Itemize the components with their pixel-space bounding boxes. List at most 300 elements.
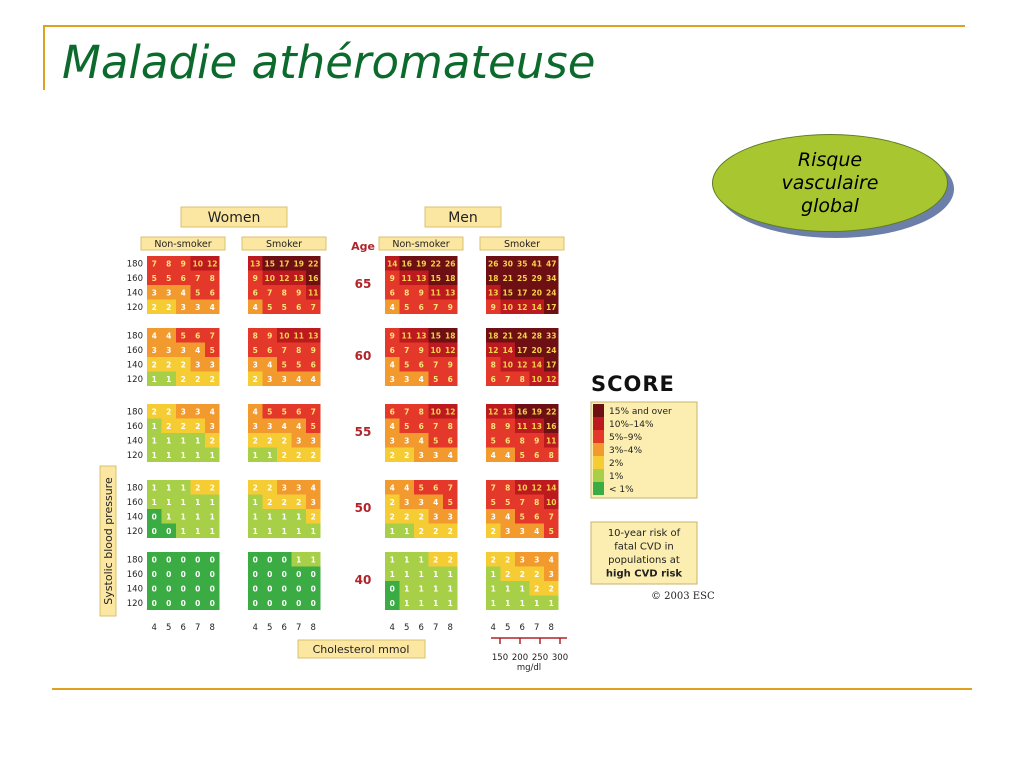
risk-value: 5 — [281, 303, 287, 312]
risk-value: 0 — [296, 570, 302, 579]
legend-swatch — [593, 469, 604, 482]
risk-value: 1 — [418, 584, 424, 594]
risk-value: 5 — [267, 303, 273, 312]
risk-value: 1 — [209, 527, 215, 536]
risk-value: 3 — [267, 422, 273, 431]
risk-value: 2 — [281, 436, 287, 446]
risk-value: 1 — [404, 570, 410, 579]
legend-swatch — [593, 430, 604, 443]
risk-value: 3 — [310, 498, 316, 507]
risk-value: 1 — [447, 599, 453, 608]
risk-value: 2 — [267, 483, 273, 493]
sbp-label: 140 — [126, 360, 143, 371]
risk-value: 3 — [296, 436, 302, 446]
risk-value: 5 — [433, 436, 439, 446]
risk-value: 2 — [389, 498, 395, 507]
cholesterol-tick: 8 — [447, 623, 453, 633]
risk-value: 1 — [404, 555, 410, 565]
risk-value: 3 — [209, 422, 215, 431]
risk-value: 1 — [180, 483, 186, 493]
risk-value: 1 — [296, 512, 302, 522]
risk-value: 1 — [195, 498, 201, 507]
risk-value: 4 — [389, 422, 395, 431]
risk-value: 11 — [430, 288, 441, 298]
risk-value: 16 — [517, 407, 528, 417]
risk-value: 9 — [252, 274, 258, 283]
risk-value: 6 — [418, 360, 424, 370]
risk-value: 7 — [404, 346, 410, 355]
risk-value: 9 — [418, 288, 424, 298]
risk-value: 1 — [151, 483, 157, 493]
risk-value: 7 — [267, 288, 273, 298]
risk-value: 6 — [505, 436, 511, 446]
risk-value: 3 — [310, 436, 316, 446]
cholesterol-tick: 7 — [433, 623, 439, 633]
legend-label: 3%–4% — [609, 446, 643, 456]
risk-value: 2 — [281, 451, 287, 460]
risk-value: 0 — [166, 570, 172, 579]
y-axis-label: Systolic blood pressure — [102, 477, 115, 605]
cholesterol-tick: 4 — [252, 623, 258, 633]
risk-value: 15 — [264, 259, 275, 269]
risk-value: 15 — [502, 288, 513, 298]
sbp-label: 140 — [126, 584, 143, 595]
cholesterol-tick: 7 — [195, 623, 201, 633]
age-label: 50 — [354, 501, 372, 515]
risk-value: 6 — [296, 407, 302, 417]
risk-value: 0 — [166, 584, 172, 594]
risk-value: 3 — [519, 555, 525, 565]
risk-value: 2 — [447, 555, 453, 565]
sbp-label: 120 — [126, 599, 143, 609]
copyright: © 2003 ESC — [651, 591, 715, 602]
risk-value: 2 — [252, 436, 258, 446]
risk-value: 1 — [418, 570, 424, 579]
risk-value: 1 — [151, 375, 157, 384]
risk-value: 1 — [195, 451, 201, 460]
risk-value: 11 — [293, 331, 304, 341]
risk-value: 3 — [389, 375, 395, 384]
risk-value: 0 — [151, 599, 157, 608]
badge-text: Risque vasculaire global — [781, 148, 879, 217]
risk-value: 10 — [531, 375, 542, 384]
risk-value: 16 — [401, 259, 412, 269]
risk-value: 1 — [180, 498, 186, 507]
mgdl-tick: 250 — [531, 653, 549, 663]
risk-value: 1 — [166, 451, 172, 460]
risk-value: 1 — [252, 451, 258, 460]
risk-value: 1 — [534, 599, 540, 608]
risk-value: 1 — [404, 599, 410, 608]
risk-value: 4 — [433, 498, 439, 507]
risk-value: 1 — [151, 498, 157, 507]
risk-value: 4 — [490, 451, 496, 460]
risk-value: 2 — [209, 436, 215, 446]
age-label: 65 — [354, 277, 372, 291]
risk-value: 1 — [404, 584, 410, 594]
risk-value: 1 — [209, 498, 215, 507]
risk-value: 2 — [195, 375, 201, 384]
risk-value: 2 — [447, 527, 453, 536]
sbp-label: 140 — [126, 512, 143, 523]
risk-value: 1 — [195, 527, 201, 536]
sbp-label: 160 — [126, 422, 143, 432]
risk-value: 4 — [281, 422, 287, 431]
risk-value: 7 — [281, 346, 287, 355]
risk-value: 0 — [310, 570, 316, 579]
risk-value: 2 — [252, 375, 258, 384]
risk-value: 2 — [505, 570, 511, 579]
risk-value: 22 — [430, 259, 441, 269]
bottom-accent-line — [52, 688, 972, 690]
age-label: 60 — [354, 349, 372, 363]
sbp-label: 160 — [126, 274, 143, 284]
risk-value: 6 — [389, 407, 395, 417]
risk-value: 14 — [531, 360, 542, 370]
risk-value: 0 — [195, 555, 201, 565]
legend-label: 5%–9% — [609, 433, 643, 443]
risk-value: 3 — [418, 498, 424, 507]
cholesterol-tick: 4 — [151, 623, 157, 633]
risk-value: 18 — [445, 331, 456, 341]
risk-value: 6 — [447, 375, 453, 384]
risk-value: 6 — [447, 436, 453, 446]
risk-value: 0 — [180, 584, 186, 594]
sbp-label: 120 — [126, 375, 143, 385]
risk-value: 8 — [548, 451, 554, 460]
risk-value: 2 — [180, 360, 186, 370]
top-accent-line — [45, 25, 965, 27]
risk-value: 12 — [531, 483, 542, 493]
risk-value: 5 — [519, 451, 525, 460]
risk-value: 28 — [531, 331, 542, 341]
risk-value: 3 — [418, 451, 424, 460]
risk-value: 12 — [488, 407, 499, 417]
risk-value: 4 — [209, 303, 215, 312]
risk-value: 0 — [252, 599, 258, 608]
risk-value: 1 — [418, 555, 424, 565]
risk-value: 1 — [166, 512, 172, 522]
risk-value: 4 — [389, 483, 395, 493]
risk-value: 9 — [389, 331, 395, 341]
risk-value: 11 — [401, 274, 412, 283]
sbp-label: 180 — [126, 483, 143, 494]
risk-value: 1 — [252, 512, 258, 522]
score-chart — [95, 198, 735, 680]
risk-value: 4 — [418, 436, 424, 446]
sbp-label: 120 — [126, 451, 143, 461]
risk-value: 3 — [447, 512, 453, 522]
risk-value: 25 — [517, 274, 528, 283]
risk-value: 2 — [296, 451, 302, 460]
risk-value: 10 — [430, 346, 441, 355]
risk-value: 3 — [252, 360, 258, 370]
risk-value: 9 — [534, 436, 540, 446]
risk-value: 1 — [447, 584, 453, 594]
risk-value: 0 — [209, 570, 215, 579]
risk-value: 4 — [209, 407, 215, 417]
risk-value: 1 — [505, 584, 511, 594]
risk-value: 17 — [546, 360, 557, 370]
risk-value: 3 — [404, 375, 410, 384]
risk-value: 4 — [296, 375, 302, 384]
risk-value: 0 — [209, 584, 215, 594]
risk-value: 1 — [389, 527, 395, 536]
risk-value: 1 — [447, 570, 453, 579]
risk-value: 2 — [166, 422, 172, 431]
risk-value: 1 — [180, 512, 186, 522]
risk-value: 7 — [310, 303, 316, 312]
legend-swatch — [593, 417, 604, 430]
risk-value: 2 — [180, 375, 186, 384]
left-accent-line — [43, 25, 45, 90]
risk-value: 15 — [430, 331, 441, 341]
risk-value: 12 — [445, 407, 456, 417]
risk-value: 3 — [519, 527, 525, 536]
risk-value: 3 — [296, 483, 302, 493]
risk-value: 13 — [250, 259, 261, 269]
risk-value: 1 — [195, 512, 201, 522]
risk-value: 0 — [180, 570, 186, 579]
risk-value: 2 — [166, 303, 172, 312]
risk-value: 9 — [310, 346, 316, 355]
risk-value: 5 — [180, 331, 186, 341]
risk-value: 0 — [180, 599, 186, 608]
risk-value: 3 — [151, 346, 157, 355]
risk-value: 2 — [310, 451, 316, 460]
risk-value: 3 — [252, 422, 258, 431]
mgdl-unit: mg/dl — [516, 663, 542, 673]
risk-value: 8 — [490, 422, 496, 431]
risk-value: 1 — [180, 451, 186, 460]
risk-value: 3 — [534, 555, 540, 565]
risk-value: 2 — [310, 512, 316, 522]
risk-value: 11 — [546, 436, 557, 446]
badge-face — [712, 134, 948, 232]
risk-value: 1 — [389, 570, 395, 579]
risk-value: 1 — [166, 483, 172, 493]
x-axis-label: Cholesterol mmol — [312, 643, 410, 656]
risk-value: 2 — [209, 375, 215, 384]
risk-value: 2 — [418, 512, 424, 522]
risk-value: 5 — [267, 407, 273, 417]
risk-value: 4 — [548, 555, 554, 565]
caption-line: populations at — [608, 555, 680, 566]
risk-value: 15 — [430, 274, 441, 283]
slide-title: Maladie athéromateuse — [62, 36, 596, 89]
risk-value: 0 — [151, 527, 157, 536]
risk-value: 8 — [519, 436, 525, 446]
risk-value: 21 — [502, 331, 513, 341]
risk-value: 21 — [502, 274, 513, 283]
risk-value: 8 — [505, 483, 511, 493]
legend-swatch — [593, 443, 604, 456]
risk-value: 5 — [252, 346, 258, 355]
risk-value: 4 — [296, 422, 302, 431]
risk-value: 8 — [418, 407, 424, 417]
caption-line: 10-year risk of — [607, 528, 681, 539]
risk-value: 4 — [505, 512, 511, 522]
risk-value: 5 — [490, 498, 496, 507]
risk-value: 1 — [195, 436, 201, 446]
risk-value: 30 — [502, 259, 513, 269]
risk-value: 1 — [296, 555, 302, 565]
risk-value: 1 — [418, 599, 424, 608]
risk-value: 7 — [433, 360, 439, 370]
risk-value: 13 — [488, 288, 499, 298]
risk-value: 5 — [310, 422, 316, 431]
risk-value: 0 — [195, 599, 201, 608]
risk-value: 4 — [389, 303, 395, 312]
risk-value: 9 — [505, 422, 511, 431]
risk-value: 2 — [151, 360, 157, 370]
risk-value: 2 — [505, 555, 511, 565]
risk-value: 1 — [209, 512, 215, 522]
age-label: 55 — [354, 425, 372, 439]
legend-swatch — [593, 482, 604, 495]
risk-value: 17 — [517, 346, 528, 355]
risk-value: 6 — [252, 288, 258, 298]
score-logo: SCORE — [591, 372, 675, 396]
risk-value: 13 — [293, 274, 304, 283]
risk-value: 6 — [418, 422, 424, 431]
risk-value: 8 — [404, 288, 410, 298]
risk-value: 5 — [404, 422, 410, 431]
risk-value: 7 — [447, 483, 453, 493]
risk-value: 1 — [209, 451, 215, 460]
risk-value: 3 — [490, 512, 496, 522]
sbp-label: 180 — [126, 259, 143, 270]
risk-value: 0 — [151, 570, 157, 579]
cholesterol-tick: 4 — [389, 623, 395, 633]
sbp-label: 140 — [126, 288, 143, 299]
sbp-label: 120 — [126, 303, 143, 313]
caption-line: high CVD risk — [605, 568, 683, 580]
risk-value: 0 — [281, 555, 287, 565]
risk-value: 2 — [151, 407, 157, 417]
risk-value: 5 — [209, 346, 215, 355]
risk-value: 0 — [296, 584, 302, 594]
risk-value: 11 — [401, 331, 412, 341]
risk-value: 13 — [416, 274, 427, 283]
risk-value: 7 — [548, 512, 554, 522]
risk-value: 1 — [490, 570, 496, 579]
risk-value: 1 — [519, 584, 525, 594]
risk-value: 2 — [166, 360, 172, 370]
risk-value: 3 — [180, 346, 186, 355]
risk-value: 22 — [546, 407, 557, 417]
risk-value: 18 — [445, 274, 456, 283]
risk-value: 0 — [267, 599, 273, 608]
risk-value: 4 — [310, 375, 316, 384]
risk-value: 1 — [166, 498, 172, 507]
risk-value: 2 — [433, 555, 439, 565]
risk-value: 5 — [505, 498, 511, 507]
risk-value: 1 — [281, 527, 287, 536]
risk-value: 13 — [308, 331, 319, 341]
sbp-label: 160 — [126, 498, 143, 508]
risk-value: 2 — [195, 483, 201, 493]
risk-value: 6 — [389, 288, 395, 298]
risk-value: 41 — [531, 259, 542, 269]
risk-value: 0 — [310, 584, 316, 594]
risk-value: 2 — [389, 512, 395, 522]
risk-value: 9 — [296, 288, 302, 298]
risk-value: 1 — [490, 599, 496, 608]
risk-value: 2 — [296, 498, 302, 507]
risk-value: 1 — [252, 498, 258, 507]
legend-label: < 1% — [609, 485, 634, 495]
risk-value: 4 — [195, 346, 201, 355]
risk-value: 19 — [416, 259, 427, 269]
risk-value: 6 — [180, 274, 186, 283]
smoking-header: Non-smoker — [154, 239, 212, 250]
risk-value: 3 — [195, 303, 201, 312]
risk-value: 19 — [531, 407, 542, 417]
risk-value: 1 — [252, 527, 258, 536]
risk-value: 12 — [546, 375, 557, 384]
risk-value: 3 — [195, 360, 201, 370]
risk-value: 0 — [310, 599, 316, 608]
risk-value: 11 — [517, 422, 528, 431]
risk-value: 1 — [519, 599, 525, 608]
mgdl-tick: 150 — [491, 653, 509, 663]
risk-value: 2 — [151, 303, 157, 312]
risk-value: 0 — [267, 570, 273, 579]
risk-value: 6 — [389, 346, 395, 355]
risk-value: 1 — [281, 512, 287, 522]
risk-value: 47 — [546, 259, 557, 269]
risk-value: 0 — [151, 512, 157, 522]
risk-value: 4 — [447, 451, 453, 460]
risk-value: 10 — [192, 259, 203, 269]
risk-value: 9 — [447, 303, 453, 312]
risk-value: 8 — [490, 360, 496, 370]
risk-value: 3 — [267, 375, 273, 384]
risk-value: 4 — [418, 375, 424, 384]
cholesterol-tick: 7 — [534, 623, 540, 633]
risk-value: 10 — [502, 360, 513, 370]
risk-value: 1 — [151, 436, 157, 446]
risk-value: 10 — [517, 483, 528, 493]
risk-value: 1 — [433, 599, 439, 608]
risk-value: 2 — [534, 584, 540, 594]
risk-value: 2 — [209, 483, 215, 493]
risk-value: 4 — [252, 407, 258, 417]
risk-value: 9 — [389, 274, 395, 283]
risk-value: 0 — [151, 555, 157, 565]
risk-value: 0 — [166, 527, 172, 536]
legend-label: 1% — [609, 472, 624, 482]
cholesterol-tick: 6 — [180, 623, 186, 633]
sbp-label: 180 — [126, 331, 143, 342]
risk-value: 3 — [281, 483, 287, 493]
risk-value: 0 — [252, 570, 258, 579]
risk-value: 26 — [445, 259, 456, 269]
risk-value: 6 — [310, 360, 316, 370]
risk-value: 5 — [519, 512, 525, 522]
risk-value: 0 — [195, 584, 201, 594]
risk-value: 10 — [502, 303, 513, 312]
legend-label: 2% — [609, 459, 624, 469]
risk-value: 35 — [517, 259, 528, 269]
risk-value: 10 — [279, 331, 290, 341]
risk-value: 1 — [151, 422, 157, 431]
risk-value: 0 — [281, 570, 287, 579]
risk-value: 6 — [209, 288, 215, 298]
smoking-header: Smoker — [265, 239, 303, 250]
risk-value: 5 — [281, 407, 287, 417]
